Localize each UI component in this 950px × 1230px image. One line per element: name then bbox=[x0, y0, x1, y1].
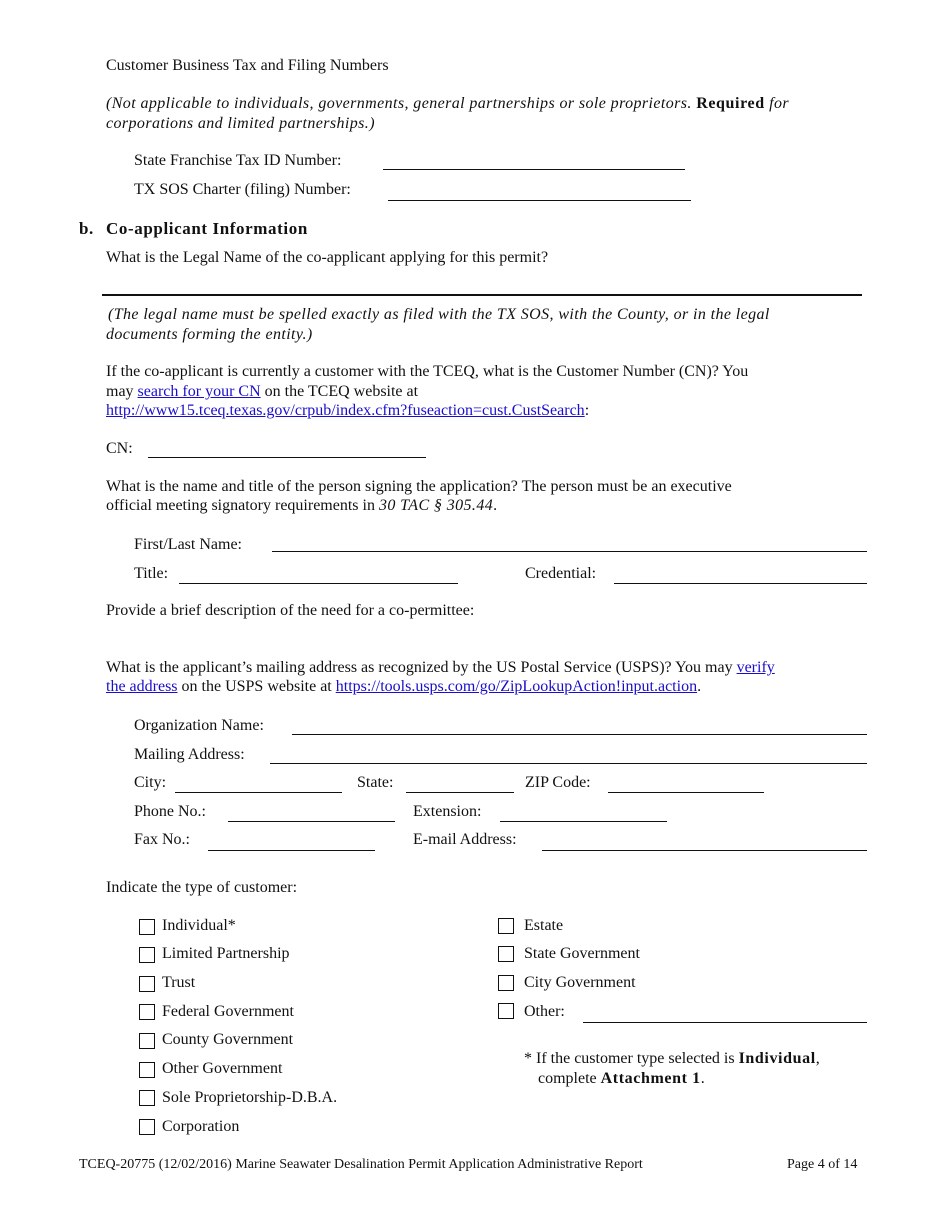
verify-link[interactable]: verify bbox=[736, 659, 775, 676]
mailing-address-field[interactable] bbox=[270, 745, 867, 764]
label-estate: Estate bbox=[524, 917, 564, 934]
zip-label: ZIP Code: bbox=[525, 774, 591, 791]
checkbox-corporation[interactable] bbox=[139, 1119, 155, 1135]
tax-note bbox=[106, 95, 789, 113]
section-title: Co-applicant Information bbox=[106, 219, 308, 238]
checkbox-other-government[interactable] bbox=[139, 1062, 155, 1078]
checkbox-other[interactable] bbox=[498, 1003, 514, 1019]
checkbox-estate[interactable] bbox=[498, 918, 514, 934]
checkbox-state-government[interactable] bbox=[498, 946, 514, 962]
tax-note-required: Required bbox=[696, 95, 765, 112]
fax-label: Fax No.: bbox=[134, 831, 190, 848]
credential-label: Credential: bbox=[525, 565, 597, 582]
label-city-government: City Government bbox=[524, 974, 636, 991]
credential-field[interactable] bbox=[614, 565, 867, 584]
need-question: Provide a brief description of the need for a co-permittee: bbox=[106, 602, 475, 619]
first-last-label: First/Last Name: bbox=[134, 536, 242, 553]
label-other-government: Other Government bbox=[162, 1060, 283, 1077]
first-last-name-field[interactable] bbox=[272, 533, 867, 552]
cn-question-line2 bbox=[106, 383, 418, 401]
extension-label: Extension: bbox=[413, 803, 482, 820]
fax-field[interactable] bbox=[208, 832, 375, 851]
org-name-field[interactable] bbox=[292, 716, 867, 735]
label-individual: Individual* bbox=[162, 917, 236, 934]
title-label: Title: bbox=[134, 565, 169, 582]
legal-note-line2: documents forming the entity.) bbox=[106, 326, 313, 343]
other-customer-type-field[interactable] bbox=[583, 1004, 867, 1023]
cn-search-url-link[interactable]: http://www15.tceq.texas.gov/crpub/index.cfm?fuseaction=cust.CustSearch bbox=[106, 402, 585, 419]
sos-label: TX SOS Charter (filing) Number: bbox=[134, 181, 351, 198]
label-other: Other: bbox=[524, 1003, 565, 1020]
checkbox-limited-partnership[interactable] bbox=[139, 947, 155, 963]
tax-heading: Customer Business Tax and Filing Numbers bbox=[106, 57, 389, 74]
email-label: E-mail Address: bbox=[413, 831, 517, 848]
city-label: City: bbox=[134, 774, 167, 791]
label-federal-government: Federal Government bbox=[162, 1003, 294, 1020]
tax-note-italic: (Not applicable to individuals, governments, general partnerships or sole proprietors. bbox=[106, 95, 697, 112]
signer-question-line2 bbox=[106, 497, 497, 515]
city-field[interactable] bbox=[175, 774, 342, 793]
footer-form-id: TCEQ-20775 (12/02/2016) Marine Seawater Desalination Permit Application Administrative Report bbox=[79, 1157, 643, 1172]
label-limited-partnership: Limited Partnership bbox=[162, 945, 290, 962]
cn-label: CN: bbox=[106, 440, 133, 457]
footnote-text: * If the customer type selected is bbox=[524, 1050, 739, 1067]
title-field[interactable] bbox=[179, 565, 458, 584]
org-name-label: Organization Name: bbox=[134, 717, 264, 734]
section-letter: b. bbox=[79, 219, 94, 238]
label-county-government: County Government bbox=[162, 1031, 294, 1048]
the-address-link[interactable]: the address bbox=[106, 678, 178, 695]
checkbox-county-government[interactable] bbox=[139, 1033, 155, 1049]
checkbox-sole-proprietorship[interactable] bbox=[139, 1090, 155, 1106]
footnote-complete: complete bbox=[538, 1070, 601, 1087]
footnote-comma: , bbox=[815, 1050, 820, 1067]
franchise-label: State Franchise Tax ID Number: bbox=[134, 152, 342, 169]
checkbox-individual[interactable] bbox=[139, 919, 155, 935]
cn-q-website: on the TCEQ website at bbox=[260, 383, 419, 400]
label-trust: Trust bbox=[162, 974, 196, 991]
extension-field[interactable] bbox=[500, 803, 667, 822]
individual-footnote-line1 bbox=[524, 1050, 820, 1068]
mail-q-website: on the USPS website at bbox=[177, 678, 336, 695]
footnote-attachment: Attachment 1 bbox=[600, 1070, 701, 1087]
phone-field[interactable] bbox=[228, 803, 395, 822]
sos-charter-number-field[interactable] bbox=[388, 182, 691, 201]
email-field[interactable] bbox=[542, 832, 867, 851]
signer-question-line1: What is the name and title of the person signing the application? The person must be an executive bbox=[106, 478, 732, 495]
checkbox-city-government[interactable] bbox=[498, 975, 514, 991]
label-sole-proprietorship: Sole Proprietorship-D.B.A. bbox=[162, 1089, 338, 1106]
label-state-government: State Government bbox=[524, 945, 640, 962]
footer-page-number: Page 4 of 14 bbox=[787, 1157, 858, 1172]
search-cn-link[interactable]: search for your CN bbox=[137, 383, 261, 400]
mail-question-line1 bbox=[106, 659, 775, 677]
signer-q-rule: 30 TAC § 305.44 bbox=[378, 497, 494, 514]
franchise-tax-id-field[interactable] bbox=[383, 151, 685, 170]
signer-q-period: . bbox=[493, 497, 498, 514]
cn-field[interactable] bbox=[148, 439, 426, 458]
footnote-period: . bbox=[700, 1070, 705, 1087]
customer-type-heading: Indicate the type of customer: bbox=[106, 879, 298, 896]
signer-q-text: official meeting signatory requirements in bbox=[106, 497, 379, 514]
cn-q-may: may bbox=[106, 383, 138, 400]
cn-question-line1: If the co-applicant is currently a customer with the TCEQ, what is the Customer Number (CN)? You bbox=[106, 363, 749, 380]
phone-label: Phone No.: bbox=[134, 803, 206, 820]
legal-name-field[interactable] bbox=[102, 276, 862, 296]
footnote-individual: Individual bbox=[738, 1050, 816, 1067]
cn-url-line bbox=[106, 402, 589, 420]
mailing-address-label: Mailing Address: bbox=[134, 746, 245, 763]
individual-footnote-line2 bbox=[538, 1070, 705, 1088]
usps-url-link[interactable]: https://tools.usps.com/go/ZipLookupAction!input.action bbox=[335, 678, 698, 695]
zip-field[interactable] bbox=[608, 774, 764, 793]
legal-note-line1: (The legal name must be spelled exactly as filed with the TX SOS, with the County, or in the legal bbox=[108, 306, 770, 323]
label-corporation: Corporation bbox=[162, 1118, 240, 1135]
checkbox-trust[interactable] bbox=[139, 976, 155, 992]
legal-name-question: What is the Legal Name of the co-applicant applying for this permit? bbox=[106, 249, 549, 266]
mail-q-text: What is the applicant’s mailing address as recognized by the US Postal Service (USPS)? You may bbox=[106, 659, 737, 676]
tax-note-line2: corporations and limited partnerships.) bbox=[106, 115, 375, 132]
cn-url-colon: : bbox=[584, 402, 590, 419]
tax-note-italic-2: for bbox=[764, 95, 789, 112]
usps-url-period: . bbox=[697, 678, 702, 695]
state-label: State: bbox=[357, 774, 394, 791]
state-field[interactable] bbox=[406, 774, 514, 793]
checkbox-federal-government[interactable] bbox=[139, 1004, 155, 1020]
mail-question-line2 bbox=[106, 678, 701, 696]
